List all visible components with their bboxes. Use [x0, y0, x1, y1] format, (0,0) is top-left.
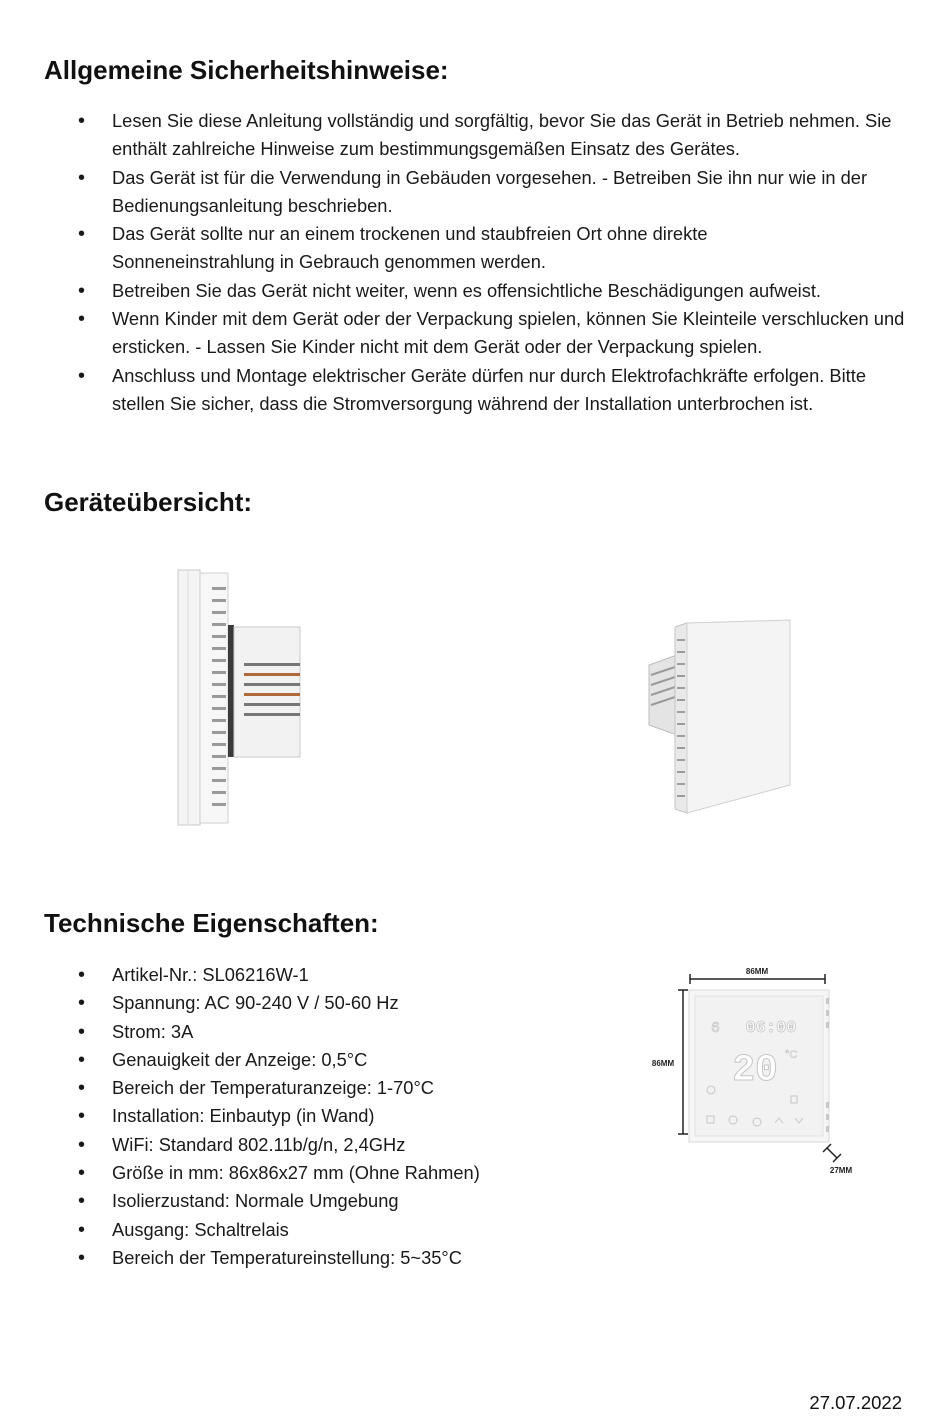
- list-item: • Wenn Kinder mit dem Gerät oder der Verpackung spielen, können Sie Kleinteile verschlucken und ersticken. - Lassen Sie Kinder nicht mit dem Gerät oder der Verpackung spielen.: [74, 305, 914, 362]
- device-perspective-view-image: [635, 615, 800, 820]
- dimensions-diagram: [645, 962, 860, 1180]
- safety-heading: Allgemeine Sicherheitshinweise:: [44, 55, 449, 85]
- list-item: • Installation: Einbautyp (in Wand): [74, 1102, 594, 1130]
- list-item: • Isolierzustand: Normale Umgebung: [74, 1187, 594, 1215]
- list-item: • WiFi: Standard 802.11b/g/n, 2,4GHz: [74, 1131, 594, 1159]
- list-item: • Das Gerät ist für die Verwendung in Gebäuden vorgesehen. - Betreiben Sie ihn nur wie in der Bedienungsanleitung beschrieben.: [74, 164, 914, 221]
- display-time: 06:00: [745, 1019, 797, 1038]
- safety-list: [74, 107, 914, 418]
- width-label: 86MM: [745, 967, 769, 976]
- specs-list: [74, 961, 594, 1272]
- list-item: • Lesen Sie diese Anleitung vollständig und sorgfältig, bevor Sie das Gerät in Betrieb nehmen. Sie enthält zahlreiche Hinweise zum bestimmungsgemäßen Einsatz des Gerätes.: [74, 107, 914, 164]
- list-item: • Anschluss und Montage elektrischer Geräte dürfen nur durch Elektrofachkräfte erfolgen. Bitte stellen Sie sicher, dass die Stromversorgung während der Installation unterbrochen ist.: [74, 362, 914, 419]
- list-item: • Das Gerät sollte nur an einem trockenen und staubfreien Ort ohne direkte Sonneneinstrahlung in Gebrauch genommen werden.: [74, 220, 914, 277]
- list-item: • Ausgang: Schaltrelais: [74, 1216, 594, 1244]
- list-item: • Spannung: AC 90-240 V / 50-60 Hz: [74, 989, 594, 1017]
- list-item: • Bereich der Temperaturanzeige: 1-70°C: [74, 1074, 594, 1102]
- depth-label: 27MM: [829, 1166, 853, 1175]
- document-date: 27.07.2022: [809, 1392, 902, 1413]
- display-temperature: 20: [732, 1049, 778, 1092]
- list-item: • Betreiben Sie das Gerät nicht weiter, wenn es offensichtliche Beschädigungen aufweist.: [74, 277, 914, 305]
- list-item: • Artikel-Nr.: SL06216W-1: [74, 961, 594, 989]
- svg-text:6: 6: [711, 1020, 721, 1037]
- list-item: • Bereich der Temperatureinstellung: 5~35°C: [74, 1244, 594, 1272]
- specs-heading: Technische Eigenschaften:: [44, 908, 379, 938]
- display-unit: °C: [785, 1049, 798, 1061]
- list-item: • Größe in mm: 86x86x27 mm (Ohne Rahmen): [74, 1159, 594, 1187]
- height-label: 86MM: [651, 1059, 675, 1068]
- device-side-view-image: [170, 565, 310, 830]
- list-item: • Strom: 3A: [74, 1018, 594, 1046]
- overview-heading: Geräteübersicht:: [44, 487, 253, 517]
- list-item: • Genauigkeit der Anzeige: 0,5°C: [74, 1046, 594, 1074]
